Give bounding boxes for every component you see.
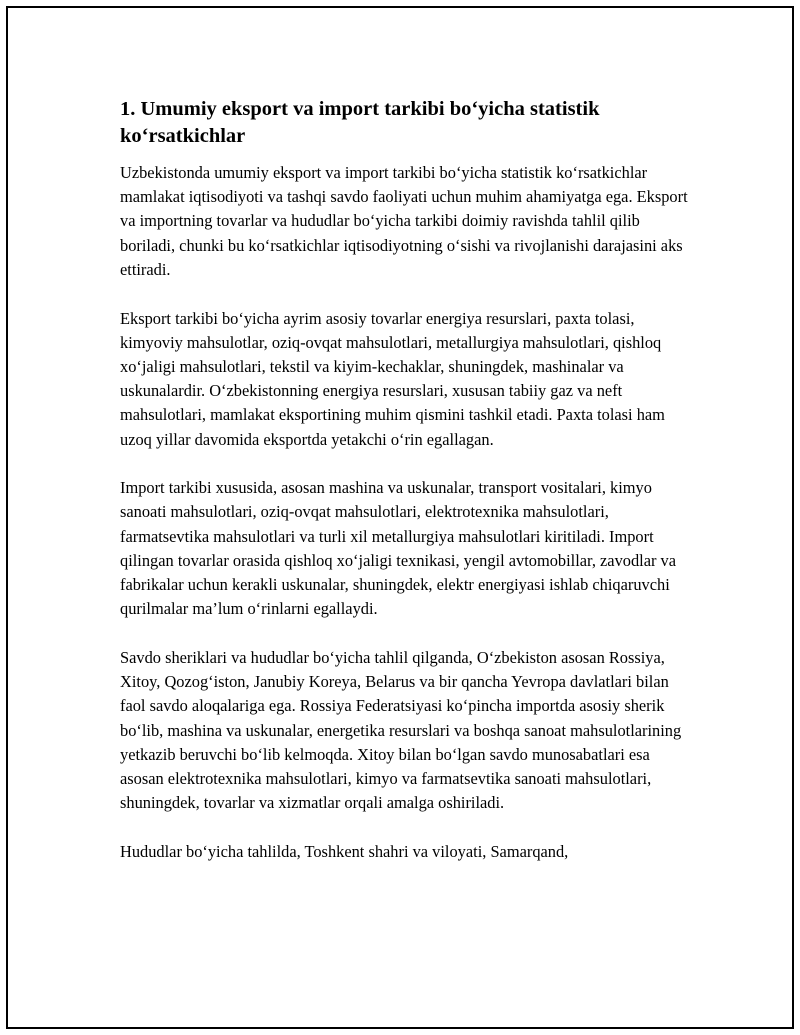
paragraph: Savdo sheriklari va hududlar bo‘yicha tahlil qilganda, O‘zbekiston asosan Rossiya, Xitoy, Qozog‘iston, Janubiy Koreya, Belarus va bir qancha Yevropa davlatlari bilan faol savdo aloqalariga ega. Rossiya Federatsiyasi ko‘pincha importda asosiy sherik bo‘lib, mashina va uskunalar, energetika resurslari va boshqa sanoat mahsulotlarining yetkazib beruvchi bo‘lib kelmoqda. Xitoy bilan bo‘lgan savdo munosabatlari esa asosan elektrotexnika mahsulotlari, kimyo va farmatsevtika sanoati mahsulotlari, shuningdek, tovarlar va xizmatlar orqali amalga oshiriladi. bbox=[120, 647, 682, 813]
paragraph: Eksport tarkibi bo‘yicha ayrim asosiy tovarlar energiya resurslari, paxta tolasi, kimyoviy mahsulotlar, oziq-ovqat mahsulotlari, metallurgiya mahsulotlari, qishloq xo‘jaligi mahsulotlari, tekstil va kiyim-kechaklar, shuningdek, mashinalar va uskunalardir. O‘zbekistonning energiya resurslari, xususan tabiiy gaz va neft mahsulotlari, mamlakat eksportining muhim qismini tashkil etadi. Paxta tolasi ham uzoq yillar davomida eksportda yetakchi o‘rin egallagan. bbox=[120, 308, 665, 449]
document-page bbox=[6, 6, 794, 1029]
document-body bbox=[120, 96, 695, 889]
paragraph: Uzbekistonda umumiy eksport va import tarkibi bo‘yicha statistik ko‘rsatkichlar mamlakat iqtisodiyoti va tashqi savdo faoliyati uchun muhim ahamiyatga ega. Eksport va importning tovarlar va hududlar bo‘yicha tarkibi doimiy ravishda tahlil qilib boriladi, chunki bu ko‘rsatkichlar iqtisodiyotning o‘sishi va rivojlanishi darajasini aks ettiradi. bbox=[120, 163, 688, 279]
paragraph: Hududlar bo‘yicha tahlilda, Toshkent shahri va viloyati, Samarqand, bbox=[120, 841, 569, 861]
paragraph: Import tarkibi xususida, asosan mashina va uskunalar, transport vositalari, kimyo sanoati mahsulotlari, oziq-ovqat mahsulotlari, elektrotexnika mahsulotlari, farmatsevtika mahsulotlari va turli xil metallurgiya mahsulotlari kiritiladi. Import qilingan tovarlar orasida qishloq xo‘jaligi texnikasi, yengil avtomobillar, zavodlar va fabrikalar uchun kerakli uskunalar, shuningdek, elektr energiyasi ishlab chiqaruvchi qurilmalar ma’lum o‘rinlarni egallaydi. bbox=[120, 478, 677, 619]
section-heading: 1. Umumiy eksport va import tarkibi bo‘yicha statistik ko‘rsatkichlar bbox=[120, 98, 600, 147]
